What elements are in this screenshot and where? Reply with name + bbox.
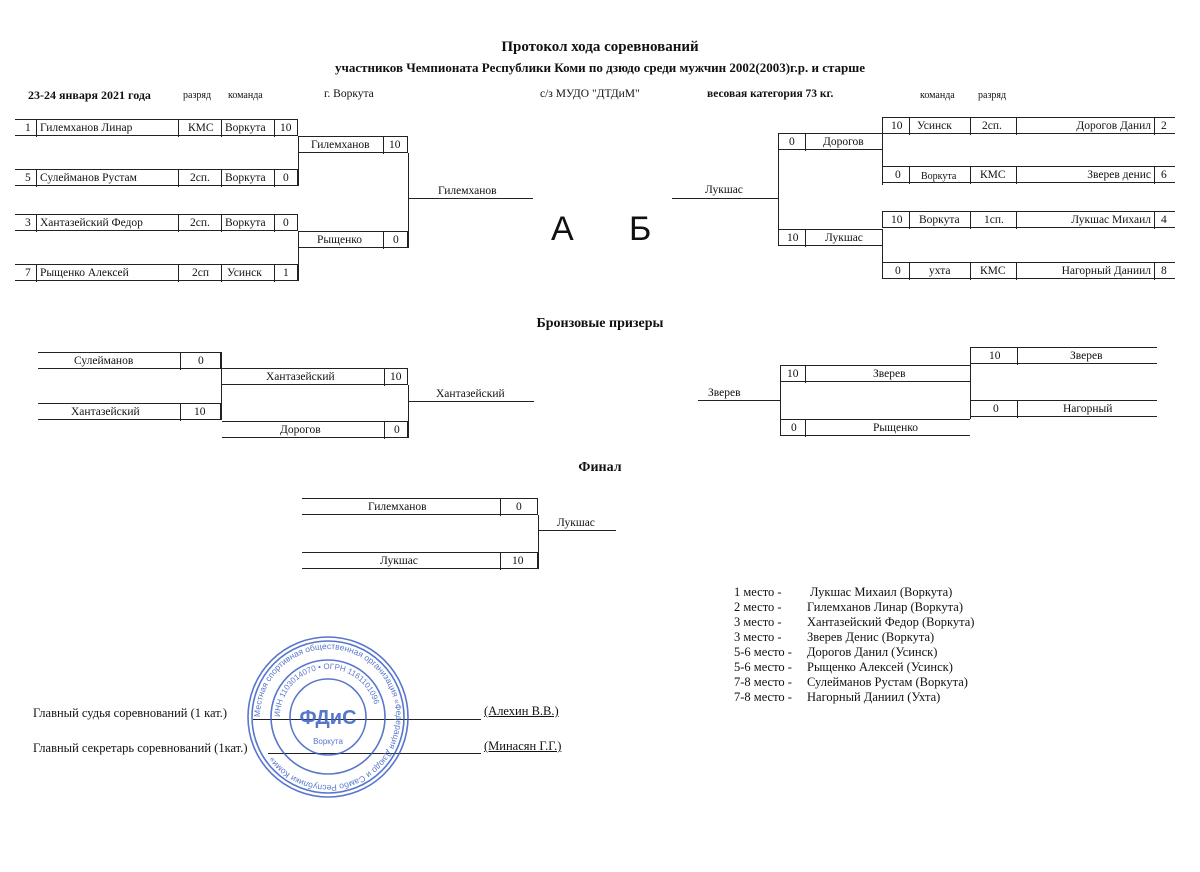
semi-name: Дорогов <box>823 136 864 148</box>
athlete-rank: КМС <box>188 122 214 134</box>
athlete-number: 8 <box>1161 265 1167 277</box>
pool-a-winner: Гилемханов <box>438 185 497 197</box>
semi-score: 0 <box>789 136 795 148</box>
athlete-team: ухта <box>929 265 951 277</box>
team-column-header-right: команда <box>920 90 955 101</box>
pool-b-athlete-row <box>882 262 1175 279</box>
final-score: 10 <box>512 555 524 567</box>
bronze-name: Сулейманов <box>74 355 134 367</box>
result-name: Зверев Денис (Воркута) <box>807 630 935 644</box>
result-name: Гилемханов Линар (Воркута) <box>807 600 963 614</box>
bronze-left-r2-row <box>222 421 408 438</box>
event-date: 23-24 января 2021 года <box>28 88 151 102</box>
semi-score: 10 <box>389 139 401 151</box>
athlete-rank: 1сп. <box>984 214 1004 226</box>
bronze-name: Хантазейский <box>266 371 335 383</box>
bronze-left-r1-row <box>38 403 221 420</box>
bronze-right-r2-row <box>780 419 970 436</box>
athlete-score: 0 <box>895 169 901 181</box>
athlete-number: 4 <box>1161 214 1167 226</box>
athlete-score: 0 <box>895 265 901 277</box>
organization-stamp <box>243 632 413 802</box>
city-label: г. Воркута <box>324 88 374 100</box>
athlete-rank: 2сп <box>192 267 210 279</box>
chief-judge-label: Главный судья соревнований (1 кат.) <box>33 706 228 720</box>
venue-label: с/з МУДО "ДТДиМ" <box>540 88 640 100</box>
final-section-title: Финал <box>578 460 622 475</box>
athlete-team: Воркута <box>225 217 266 229</box>
athlete-name: Зверев денис <box>1087 169 1151 181</box>
athlete-number: 1 <box>25 122 31 134</box>
final-row <box>302 552 538 569</box>
pool-b-winner: Лукшас <box>705 184 743 196</box>
semi-score: 10 <box>787 232 799 244</box>
athlete-number: 7 <box>25 267 31 279</box>
pool-a-semi-row <box>299 231 408 248</box>
athlete-team: Воркута <box>225 172 266 184</box>
pool-a-athlete-row <box>15 169 298 186</box>
result-name: Хантазейский Федор (Воркута) <box>807 615 975 629</box>
stamp-inner-text: ИНН 1103014070 • ОГРН 1161101096 <box>272 661 382 718</box>
athlete-name: Рыщенко Алексей <box>40 267 129 279</box>
athlete-team: Воркута <box>921 171 957 182</box>
athlete-rank: 2сп. <box>982 120 1002 132</box>
athlete-team: Усинск <box>227 267 262 279</box>
bronze-name: Дорогов <box>280 424 321 436</box>
bronze-score: 10 <box>390 371 402 383</box>
athlete-score: 10 <box>891 214 903 226</box>
bronze-right-r1-row <box>970 347 1157 364</box>
athlete-team: Усинск <box>917 120 952 132</box>
bronze-right-r2-row <box>780 365 970 382</box>
page-subtitle: участников Чемпионата Республики Коми по дзюдо среди мужчин 2002(2003)г.р. и старше <box>334 60 866 75</box>
pool-b-athlete-row <box>882 117 1175 134</box>
result-name: Рыщенко Алексей (Усинск) <box>807 660 953 674</box>
stamp-ring-text: Местная спортивная общественная организация «Федерация Дзюдо и Самбо Республики Коми» <box>251 640 405 794</box>
bronze-left-r1-row <box>38 352 221 369</box>
bronze-right-winner: Зверев <box>708 387 741 399</box>
bronze-name: Нагорный <box>1063 403 1113 415</box>
result-place: 3 место - <box>734 615 782 629</box>
semi-name: Рыщенко <box>317 234 362 246</box>
athlete-score: 1 <box>283 267 289 279</box>
bronze-score: 10 <box>989 350 1001 362</box>
bronze-score: 0 <box>993 403 999 415</box>
result-place: 7-8 место - <box>734 690 792 704</box>
pool-b-athlete-row <box>882 166 1175 183</box>
stamp-city-text: Воркута <box>313 737 343 746</box>
result-place: 3 место - <box>734 630 782 644</box>
athlete-score: 10 <box>891 120 903 132</box>
stamp-center-text: ФДиС <box>299 707 357 729</box>
athlete-rank: КМС <box>980 169 1006 181</box>
result-place: 1 место - <box>734 585 782 599</box>
weight-category: весовая категория 73 кг. <box>707 88 834 100</box>
pool-a-athlete-row <box>15 264 298 281</box>
bronze-name: Рыщенко <box>873 422 918 434</box>
athlete-name: Нагорный Даниил <box>1061 265 1151 277</box>
bronze-score: 0 <box>198 355 204 367</box>
bronze-section-title: Бронзовые призеры <box>536 316 664 331</box>
pool-a-athlete-row <box>15 119 298 136</box>
bronze-name: Хантазейский <box>71 406 140 418</box>
athlete-number: 6 <box>1161 169 1167 181</box>
final-score: 0 <box>516 501 522 513</box>
pool-a-athlete-row <box>15 214 298 231</box>
result-place: 5-6 место - <box>734 645 792 659</box>
bronze-left-r2-row <box>222 368 408 385</box>
athlete-name: Гилемханов Линар <box>40 122 133 134</box>
final-row <box>302 498 538 515</box>
bronze-score: 10 <box>787 368 799 380</box>
pool-b-semi-row <box>778 133 882 150</box>
bronze-score: 10 <box>194 406 206 418</box>
final-winner: Лукшас <box>557 517 595 529</box>
bronze-left-winner: Хантазейский <box>436 388 505 400</box>
athlete-rank: 2сп. <box>190 172 210 184</box>
athlete-name: Хантазейский Федор <box>40 217 143 229</box>
semi-score: 0 <box>393 234 399 246</box>
pool-a-label: А <box>551 210 574 248</box>
athlete-team: Воркута <box>225 122 266 134</box>
result-place: 7-8 место - <box>734 675 792 689</box>
chief-secretary-name: (Минасян Г.Г.) <box>484 739 562 753</box>
pool-b-label: Б <box>629 210 652 248</box>
athlete-name: Лукшас Михаил <box>1071 214 1151 226</box>
bronze-score: 0 <box>791 422 797 434</box>
result-name: Сулейманов Рустам (Воркута) <box>807 675 968 689</box>
bronze-name: Зверев <box>873 368 906 380</box>
pool-a-semi-row <box>299 136 408 153</box>
athlete-score: 0 <box>283 172 289 184</box>
team-column-header: команда <box>228 90 263 101</box>
bronze-right-r1-row <box>970 400 1157 417</box>
athlete-name: Сулейманов Рустам <box>40 172 137 184</box>
chief-secretary-label: Главный секретарь соревнований (1кат.) <box>33 741 248 755</box>
semi-name: Гилемханов <box>311 139 370 151</box>
final-name: Гилемханов <box>368 501 427 513</box>
result-place: 5-6 место - <box>734 660 792 674</box>
bronze-name: Зверев <box>1070 350 1103 362</box>
rank-column-header: разряд <box>183 90 212 101</box>
semi-name: Лукшас <box>825 232 863 244</box>
athlete-name: Дорогов Данил <box>1076 120 1151 132</box>
athlete-rank: 2сп. <box>190 217 210 229</box>
bronze-score: 0 <box>394 424 400 436</box>
athlete-rank: КМС <box>980 265 1006 277</box>
athlete-number: 3 <box>25 217 31 229</box>
pool-b-semi-row <box>778 229 882 246</box>
athlete-score: 10 <box>280 122 292 134</box>
athlete-number: 5 <box>25 172 31 184</box>
athlete-number: 2 <box>1161 120 1167 132</box>
athlete-score: 0 <box>283 217 289 229</box>
result-name: Лукшас Михаил (Воркута) <box>810 585 953 599</box>
result-name: Дорогов Данил (Усинск) <box>807 645 938 659</box>
page-title: Протокол хода соревнований <box>501 39 699 55</box>
result-name: Нагорный Даниил (Ухта) <box>807 690 941 704</box>
rank-column-header-right: разряд <box>978 90 1007 101</box>
athlete-team: Воркута <box>919 214 960 226</box>
pool-b-athlete-row <box>882 211 1175 228</box>
final-name: Лукшас <box>380 555 418 567</box>
result-place: 2 место - <box>734 600 782 614</box>
chief-judge-name: (Алехин В.В.) <box>484 704 559 718</box>
